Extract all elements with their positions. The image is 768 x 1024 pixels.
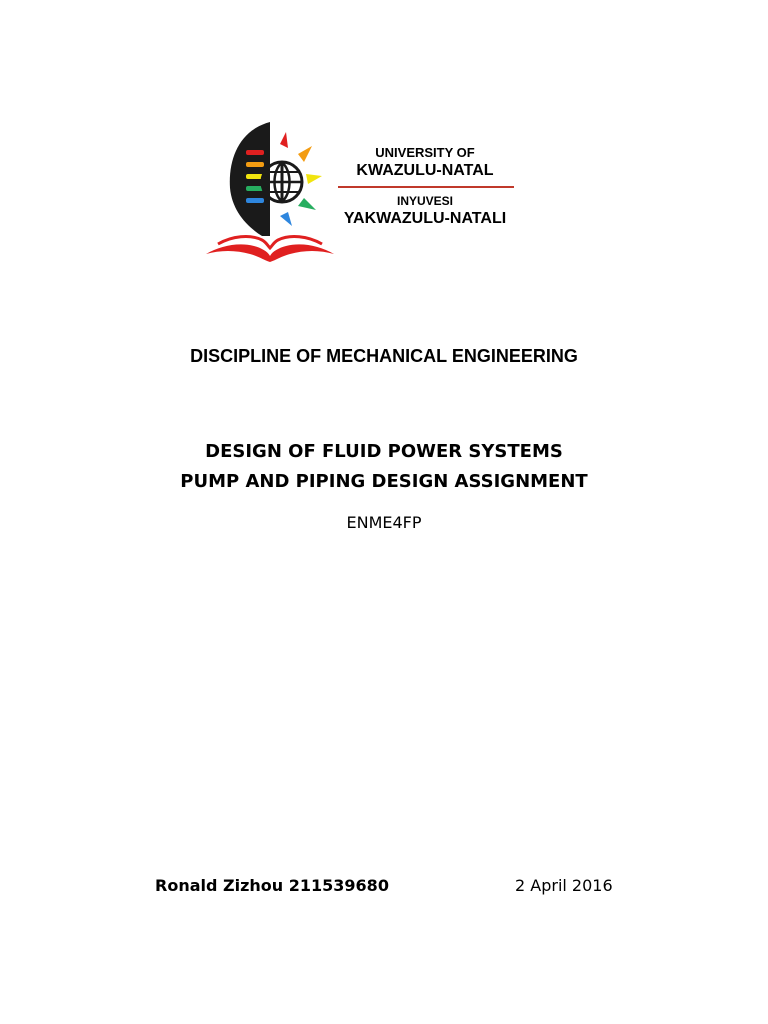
course-code: ENME4FP [346, 513, 422, 532]
logo-divider [338, 186, 514, 188]
document-date: 2 April 2016 [515, 876, 613, 895]
document-title-line-2: PUMP AND PIPING DESIGN ASSIGNMENT [180, 471, 588, 492]
logo-line-kwazulu-natal: KWAZULU-NATAL [356, 162, 494, 180]
discipline-heading: DISCIPLINE OF MECHANICAL ENGINEERING [190, 346, 578, 366]
university-logo [200, 118, 540, 263]
university-emblem-icon [200, 118, 340, 263]
logo-line-yakwazulu-natali: YAKWAZULU-NATALI [343, 210, 507, 228]
logo-wordmark [340, 146, 520, 228]
document-title-line-1: DESIGN OF FLUID POWER SYSTEMS [205, 441, 563, 462]
logo-line-university-of: UNIVERSITY OF [375, 145, 475, 160]
logo-line-inyuvesi: INYUVESI [396, 193, 453, 208]
author-name-student-number: Ronald Zizhou 211539680 [155, 876, 389, 895]
